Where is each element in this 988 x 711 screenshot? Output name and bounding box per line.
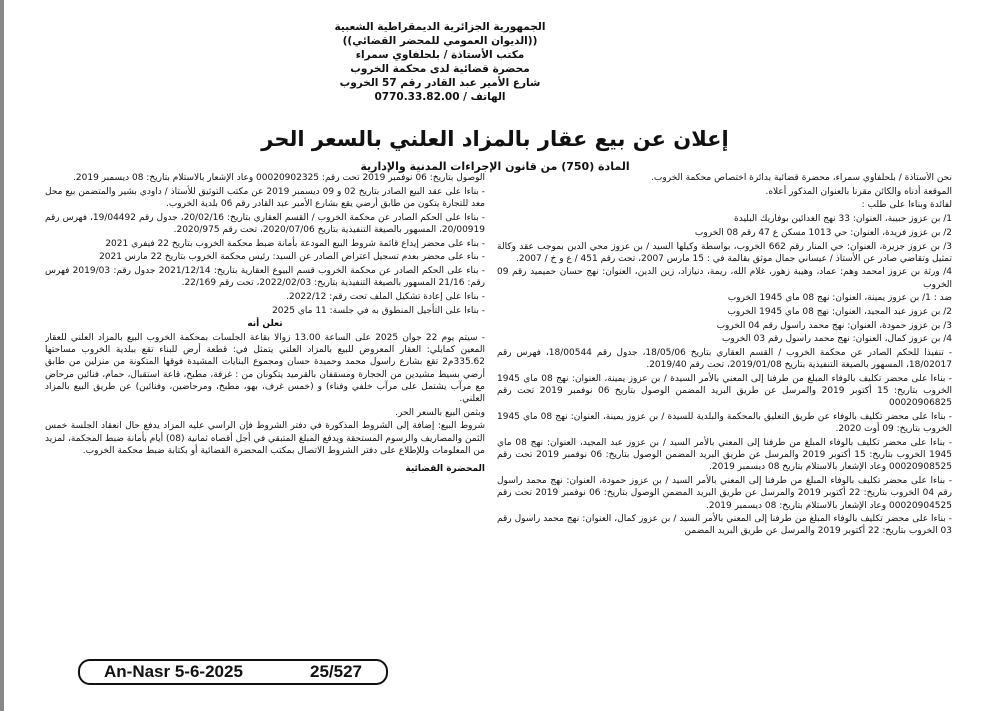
office-header <box>280 20 600 104</box>
paragraph: - بناءا على محضر تكليف بالوفاء عن طريق التعليق بالمحكمة والبلدية للسيدة / بن عزوز يمينة، العنوان: نهج 08 ماي 1945 الخروب بتاريخ: 09 أوت 2020. <box>497 412 952 435</box>
paragraph: - بناءا على إعادة تشكيل الملف تحت رقم: 2022/12. <box>286 291 485 302</box>
paragraph: ضد : 1/ بن عزوز يمينة، العنوان: نهج 08 ماي 1945 الخروب <box>727 293 952 304</box>
notice-title: إعلان عن بيع عقار بالمزاد العلني بالسعر الحر <box>261 127 729 151</box>
right-column <box>497 172 952 672</box>
paragraph: لفائدة وبناءا على طلب : <box>861 200 952 211</box>
header-line: ((الديوان العمومي للمحضر القضائي)) <box>342 35 538 47</box>
paragraph: - بناءا على محضر تكليف بالوفاء المبلغ من طرفنا إلى المعني بالأمر السيدة / بن عزوز يمينة، العنوان: نهج 08 ماي 1945 الخروب بتاريخ: 15 أكتوبر 2019 والمرسل عن طريق البريد المضمن الوصول بتاريخ 06 نوفمبر 2019 تحت رقم 00020906825 <box>497 374 952 409</box>
header-line: محضرة قضائية لدى محكمة الخروب <box>350 63 530 75</box>
paragraph: 3/ بن عزوز حمودة، العنوان: نهج محمد راسول رقم 04 الخروب <box>716 320 952 331</box>
paragraph: - بناء على الحكم الصادر عن محكمة الخروب قسم البيوع العقارية بتاريخ: 2021/12/14 جدول رقم: 2019/03 فهرس رقم: 21/16 المسهور بالصيغة التنفيذية بتاريخ: 2022/02/03، تحت رقم 22/169. <box>45 265 485 289</box>
paragraph: الوصول بتاريخ: 06 نوفمبر 2019 تحت رقم: 00020902325 وعاد الإشعار بالاستلام بتاريخ: 08 ديسمبر 2019. <box>73 173 485 183</box>
paragraph: 2/ بن عزوز فريدة، العنوان: حي 1013 مسكن ع 47 رقم 08 الخروب <box>694 227 952 238</box>
publication-footer <box>78 659 388 685</box>
paragraph: - بناءا على محضر تكليف بالوفاء المبلغ من طرفنا إلى المعني بالأمر السيد / بن عزوز كمال، العنوان: نهج محمد راسول رقم 03 الخروب بتاريخ: 22 أكتوبر 2019 والمرسل عن طريق البريد المضمن <box>497 514 952 537</box>
paragraph: 4/ بن عزوز كمال، العنوان: نهج محمد راسول رقم 03 الخروب <box>721 334 952 345</box>
header-line: الجمهورية الجزائرية الديمقراطية الشعبية <box>334 21 546 33</box>
paragraph: - بناءا على محضر تكليف بالوفاء المبلغ من طرفنا إلى المعني بالأمر السيد / بن عزوز عبد المجيد، العنوان: نهج 08 ماي 1945 الخروب بتاريخ: 15 أكتوبر 2019 والمرسل عن طريق البريد المضمن الوصول بتاريخ: 06 نوفمبر 2019 تحت رقم 00020908525 وعاد الإشعار بالاستلام بتاريخ 08 ديسمبر 2019. <box>497 438 952 473</box>
paragraph: 1/ بن عزوز حبيبة، العنوان: 33 نهج الغدائين بوفاريك البليدة <box>734 214 952 225</box>
notice-number: 25/527 <box>310 662 362 681</box>
paragraph: وبثمن البيع بالسعر الحر. <box>395 407 485 418</box>
signature: المحضرة القضائية <box>405 463 485 474</box>
publication-ref: An-Nasr 5-6-2025 <box>104 662 243 681</box>
header-line: الهاتف / 0770.33.82.00 <box>374 91 506 103</box>
notice-subtitle: المادة (750) من قانون الإجراءات المدنية والإدارية <box>360 160 630 173</box>
paragraph: - بناءا على عقد البيع الصادر بتاريخ 02 و 09 ديسمبر 2019 عن مكتب التوثيق للأستاذ / داودي بشير والمتضمن بيع محل معد للتجارة يتكون من طابق أرضي يقع بشارع الأمير عبد القادر رقم 06 بلدية الخروب. <box>45 186 485 209</box>
paragraph: - بناءا على الحكم الصادر عن محكمة الخروب / القسم العقاري بتاريخ: 20/02/16، جدول رقم 19/04492، فهرس رقم 20/00919، المسهور بالصيغة التنفيذية بتاريخ 2020/07/06، تحت رقم 2020/975. <box>45 212 485 235</box>
paragraph: 2/ بن عزوز عبد المجيد، العنوان: نهج 08 ماي 1945 الخروب <box>727 307 952 318</box>
paragraph: - بناء على محضر بعدم تسجيل اعتراض الصادر عن السيد: رئيس محكمة الخروب بتاريخ 22 مارس 2021 <box>99 252 485 263</box>
left-column <box>45 172 485 620</box>
header-line: مكتب الأستاذة / بلحلفاوي سمراء <box>355 49 525 61</box>
paragraph: شروط البيع: إضافة إلى الشروط المذكورة في دفتر الشروط فإن الراسي عليه المزاد يدفع حال انعقاد الجلسة خمس الثمن والمصاريف والرسوم المستحقة ويدفع المبلغ المتبقي في أجل أقصاه ثمانية (08) أيام بأمانة ضبط المحكمة، لمزيد من المعلومات وللإطلاع على دفتر الشروط الاتصال بمكتب المحضرة القضائية أو بكتابة ضبط محكمة الخروب. <box>45 421 485 456</box>
paragraph: الموقعة أدناه والكائن مقرنا بالعنوان المذكور أعلاه. <box>765 186 952 197</box>
paragraph: نحن الأستاذة / بلحلفاوي سمراء، محضرة قضائية بدائرة اختصاص محكمة الخروب. <box>651 173 952 183</box>
paragraph: - سيتم يوم 22 جوان 2025 على الساعة 13.00 زوالا بقاعة الجلسات بمحكمة الخروب البيع بالمزاد العلني للعقار المعين كمايلي: العقار المعروض للبيع بالمزاد العلني يتمثل في: قطعة أرض للبناء تقع ببلدية الخروب مساحتها 335.62م2 تقع بشارع راسول محمد وحميدة حسان ومجموع البنايات المشيدة فوقها المتكونة من منزلين من طابق أرضي بسيط مشيدين من الحجارة ومسقفان بالقرميد يتكونان من : غرفة، مطبخ، قاعة استقبال، حمام، فنائين مرحاض مع مرآب يشتمل على مرآب خلفي وفناء) و (خمس غرف، بهو، مطبخ، ومرحاضين، وفنائين) عن طريق البيع بالمزاد العلني. <box>45 332 485 404</box>
paragraph: - تنفيذا للحكم الصادر عن محكمة الخروب / القسم العقاري بتاريخ 18/05/06، جدول رقم 18/00544، فهرس رقم 18/02017، المسهور بالصيغة التنفيذية بتاريخ 2019/01/08، تحت رقم 2019/40. <box>497 348 952 371</box>
paragraph: 4/ ورثة بن عزوز امحمد وهم: عماد، وهيبة زهور، غلام الله، ريمة، دنيازاد، زين الدين، العنوان: نهج حسان حميميد رقم 09 الخروب <box>497 267 952 290</box>
paragraph: - بناء على محضر إيداع قائمة شروط البيع المودعة بأمانة ضبط محكمة الخروب بتاريخ 22 فيفري 2021 <box>105 238 485 249</box>
paragraph: تعلن أنه <box>247 319 283 330</box>
scan-edge <box>0 0 4 711</box>
header-line: شارع الأمير عبد القادر رقم 57 الخروب <box>339 77 541 89</box>
paragraph: - بناءا على التأجيل المنطوق به في جلسة: 11 ماي 2025 <box>272 305 485 316</box>
paragraph: - بناءا على محضر تكليف بالوفاء المبلغ من طرفنا إلى المعني بالأمر السيد / بن عزوز حمودة، العنوان: نهج محمد راسول رقم 04 الخروب بتاريخ: 22 أكتوبر 2019 والمرسل عن طريق البريد المضمن الوصول بتاريخ: 06 نوفمبر 2019 تحت رقم 00020904525 وعاد الإشعار بالاستلام بتاريخ: 08 ديسمبر 2019. <box>497 476 952 511</box>
paragraph: 3/ بن عزوز جزيرة، العنوان: حي المنار رقم 662 الخروب، بواسطة وكيلها السيد / بن عزوز محي الدين بموجب عقد وكالة تمثيل وتقاضي صادر عن الأستاذ / عيساني جمال موثق بقالمة في : 15 مارس 2007، تحت رقم 451 / ع و خ / 2007. <box>497 241 952 264</box>
